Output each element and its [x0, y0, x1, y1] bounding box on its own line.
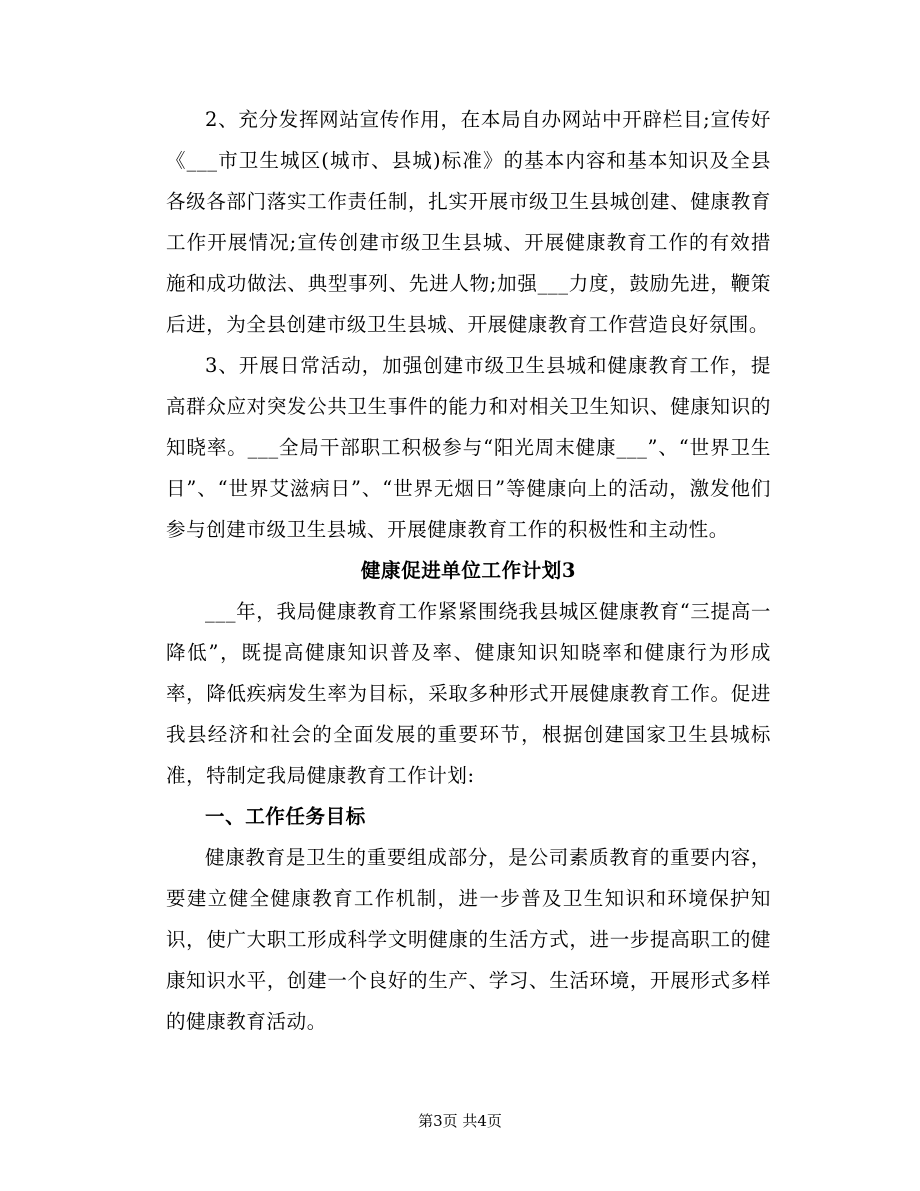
document-body — [166, 99, 771, 1042]
paragraph-item-2: 2、充分发挥网站宣传作用，在本局自办网站中开辟栏目;宣传好《___市卫生城区(城市、县城)标准》的基本内容和基本知识及全县各级各部门落实工作责任制，扎实开展市级卫生县城创建、健康教育工作开展情况;宣传创建市级卫生县城、开展健康教育工作的有效措施和成功做法、典型事列、先进人物;加强___力度，鼓励先进，鞭策后进，为全县创建市级卫生县城、开展健康教育工作营造良好氛围。 — [166, 108, 771, 336]
section-heading: 健康促进单位工作计划3 — [360, 559, 577, 582]
goals-paragraph: 健康教育是卫生的重要组成部分，是公司素质教育的重要内容，要建立健全健康教育工作机制，进一步普及卫生知识和环境保护知识，使广大职工形成科学文明健康的生活方式，进一步提高职工的健康知识水平，创建一个良好的生产、学习、生活环境，开展形式多样的健康教育活动。 — [166, 846, 771, 1033]
intro-paragraph: ___年，我局健康教育工作紧紧围绕我县城区健康教育“三提高一降低”，既提高健康知识普及率、健康知识知晓率和健康行为形成率，降低疾病发生率为目标，采取多种形式开展健康教育工作。促进我县经济和社会的全面发展的重要环节，根据创建国家卫生县城标准，特制定我局健康教育工作计划: — [166, 600, 771, 787]
page-footer: 第3页 共4页 — [418, 1112, 502, 1130]
section-title-goals: 一、工作任务目标 — [205, 805, 366, 828]
paragraph-item-3: 3、开展日常活动，加强创建市级卫生县城和健康教育工作，提高群众应对突发公共卫生事件的能力和对相关卫生知识、健康知识的知晓率。___全局干部职工积极参与“阳光周末健康___”、“世界卫生日”、“世界艾滋病日”、“世界无烟日”等健康向上的活动，激发他们参与创建市级卫生县城、开展健康教育工作的积极性和主动性。 — [166, 354, 771, 541]
